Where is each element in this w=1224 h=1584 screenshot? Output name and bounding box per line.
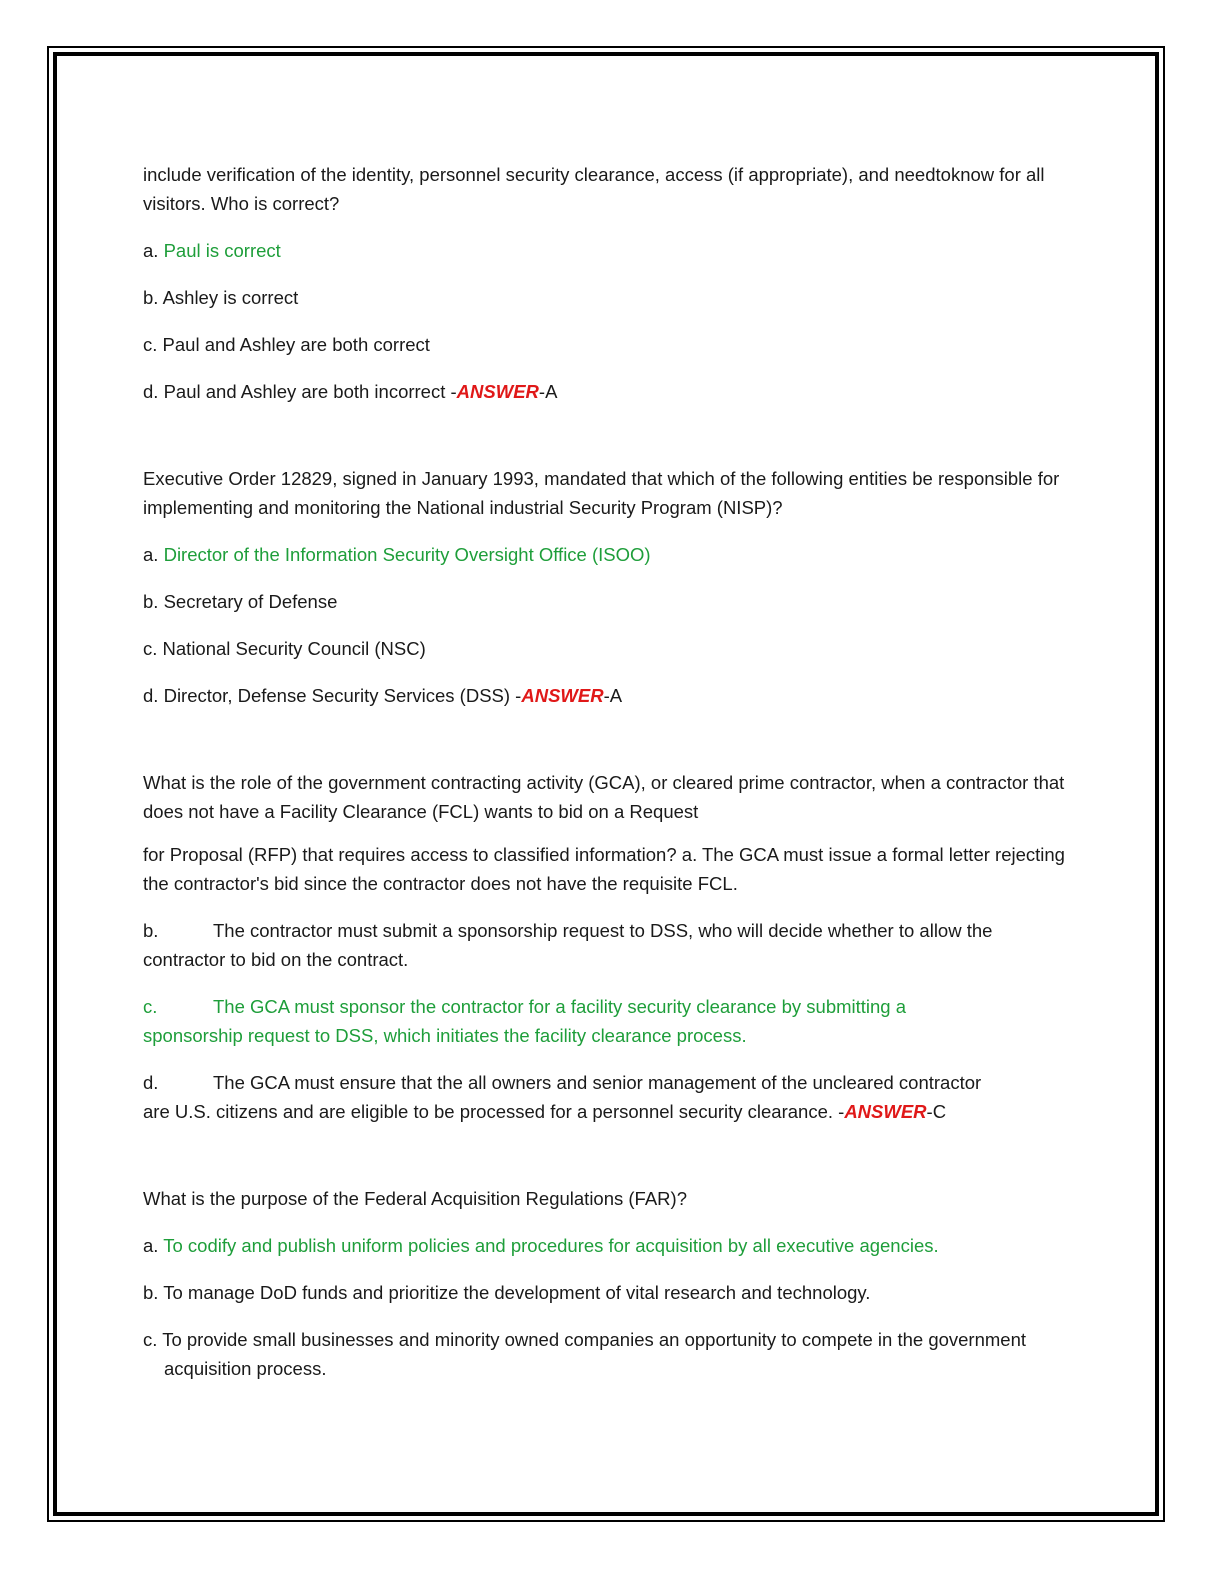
option-letter: b. xyxy=(143,1282,159,1303)
option-letter: c. xyxy=(143,638,158,659)
option-text: To manage DoD funds and prioritize the development of vital research and technology. xyxy=(163,1282,871,1303)
question-4 xyxy=(143,1184,1073,1383)
option-letter: b. xyxy=(143,591,159,612)
option-text: Director, Defense Security Services (DSS) - xyxy=(163,685,522,706)
option-letter: b. xyxy=(143,920,159,941)
option-text: To provide small businesses and minority owned companies an opportunity to compete in the government acquisition process. xyxy=(162,1329,1027,1379)
option-letter: a. xyxy=(143,1235,159,1256)
option-text-correct: The GCA must sponsor the contractor for a facility security clearance by submitting a xyxy=(213,996,907,1017)
question-3-option-b xyxy=(143,916,1073,974)
option-text-continued: sponsorship request to DSS, which initiates the facility clearance process. xyxy=(143,1025,747,1046)
option-text-continued: are U.S. citizens and are eligible to be processed for a personnel security clearance. - xyxy=(143,1101,845,1122)
question-4-option-a xyxy=(143,1231,1073,1260)
option-text-correct: Director of the Information Security Oversight Office (ISOO) xyxy=(163,544,651,565)
option-letter: a. xyxy=(143,240,159,261)
question-2 xyxy=(143,464,1073,710)
question-3-option-d xyxy=(143,1068,1073,1126)
question-4-option-b xyxy=(143,1278,1073,1307)
question-4-option-c xyxy=(143,1325,1073,1383)
question-1-option-b xyxy=(143,283,1073,312)
question-2-option-c xyxy=(143,634,1073,663)
option-text: The contractor must submit a sponsorship request to DSS, who will decide whether to allow the xyxy=(213,920,993,941)
option-text-correct: Paul is correct xyxy=(163,240,281,261)
question-1-option-d xyxy=(143,377,1073,406)
answer-label: ANSWER xyxy=(521,685,604,706)
question-1-option-a xyxy=(143,236,1073,265)
question-3-option-c xyxy=(143,992,1073,1050)
option-letter: d. xyxy=(143,381,159,402)
option-letter: d. xyxy=(143,685,159,706)
answer-label: ANSWER xyxy=(456,381,539,402)
option-text: Ashley is correct xyxy=(162,287,299,308)
question-1 xyxy=(143,160,1073,406)
option-letter: c. xyxy=(143,334,158,355)
question-2-option-b xyxy=(143,587,1073,616)
option-text: National Security Council (NSC) xyxy=(162,638,426,659)
option-letter: c. xyxy=(143,1329,158,1350)
document-body xyxy=(143,160,1073,1401)
option-text-continued: contractor to bid on the contract. xyxy=(143,949,409,970)
question-2-option-d xyxy=(143,681,1073,710)
answer-value: -C xyxy=(926,1101,947,1122)
question-3 xyxy=(143,768,1073,1126)
question-1-option-c xyxy=(143,330,1073,359)
question-4-text: What is the purpose of the Federal Acquisition Regulations (FAR)? xyxy=(143,1188,687,1209)
answer-label: ANSWER xyxy=(844,1101,927,1122)
option-letter: b. xyxy=(143,287,159,308)
question-3-text-part1: What is the role of the government contracting activity (GCA), or cleared prime contractor, when a contractor that does not have a Facility Clearance (FCL) wants to bid on a Request xyxy=(143,772,1065,822)
question-1-text: include verification of the identity, personnel security clearance, access (if appropriate), and needtoknow for all visitors. Who is correct? xyxy=(143,164,1045,214)
option-letter: c. xyxy=(143,996,158,1017)
option-text: Paul and Ashley are both incorrect - xyxy=(163,381,457,402)
option-text: Secretary of Defense xyxy=(163,591,338,612)
answer-value: -A xyxy=(603,685,623,706)
option-text-correct: To codify and publish uniform policies and procedures for acquisition by all executive agencies. xyxy=(163,1235,939,1256)
option-text: The GCA must ensure that the all owners and senior management of the uncleared contractor xyxy=(213,1072,982,1093)
answer-value: -A xyxy=(538,381,558,402)
option-letter: d. xyxy=(143,1072,159,1093)
option-text: Paul and Ashley are both correct xyxy=(162,334,430,355)
question-3-text-part2: for Proposal (RFP) that requires access to classified information? a. The GCA must issue a formal letter rejecting the contractor's bid since the contractor does not have the requisite FCL. xyxy=(143,844,1065,894)
option-letter: a. xyxy=(143,544,159,565)
question-2-text: Executive Order 12829, signed in January 1993, mandated that which of the following entities be responsible for implementing and monitoring the National industrial Security Program (NISP)? xyxy=(143,468,1060,518)
question-2-option-a xyxy=(143,540,1073,569)
